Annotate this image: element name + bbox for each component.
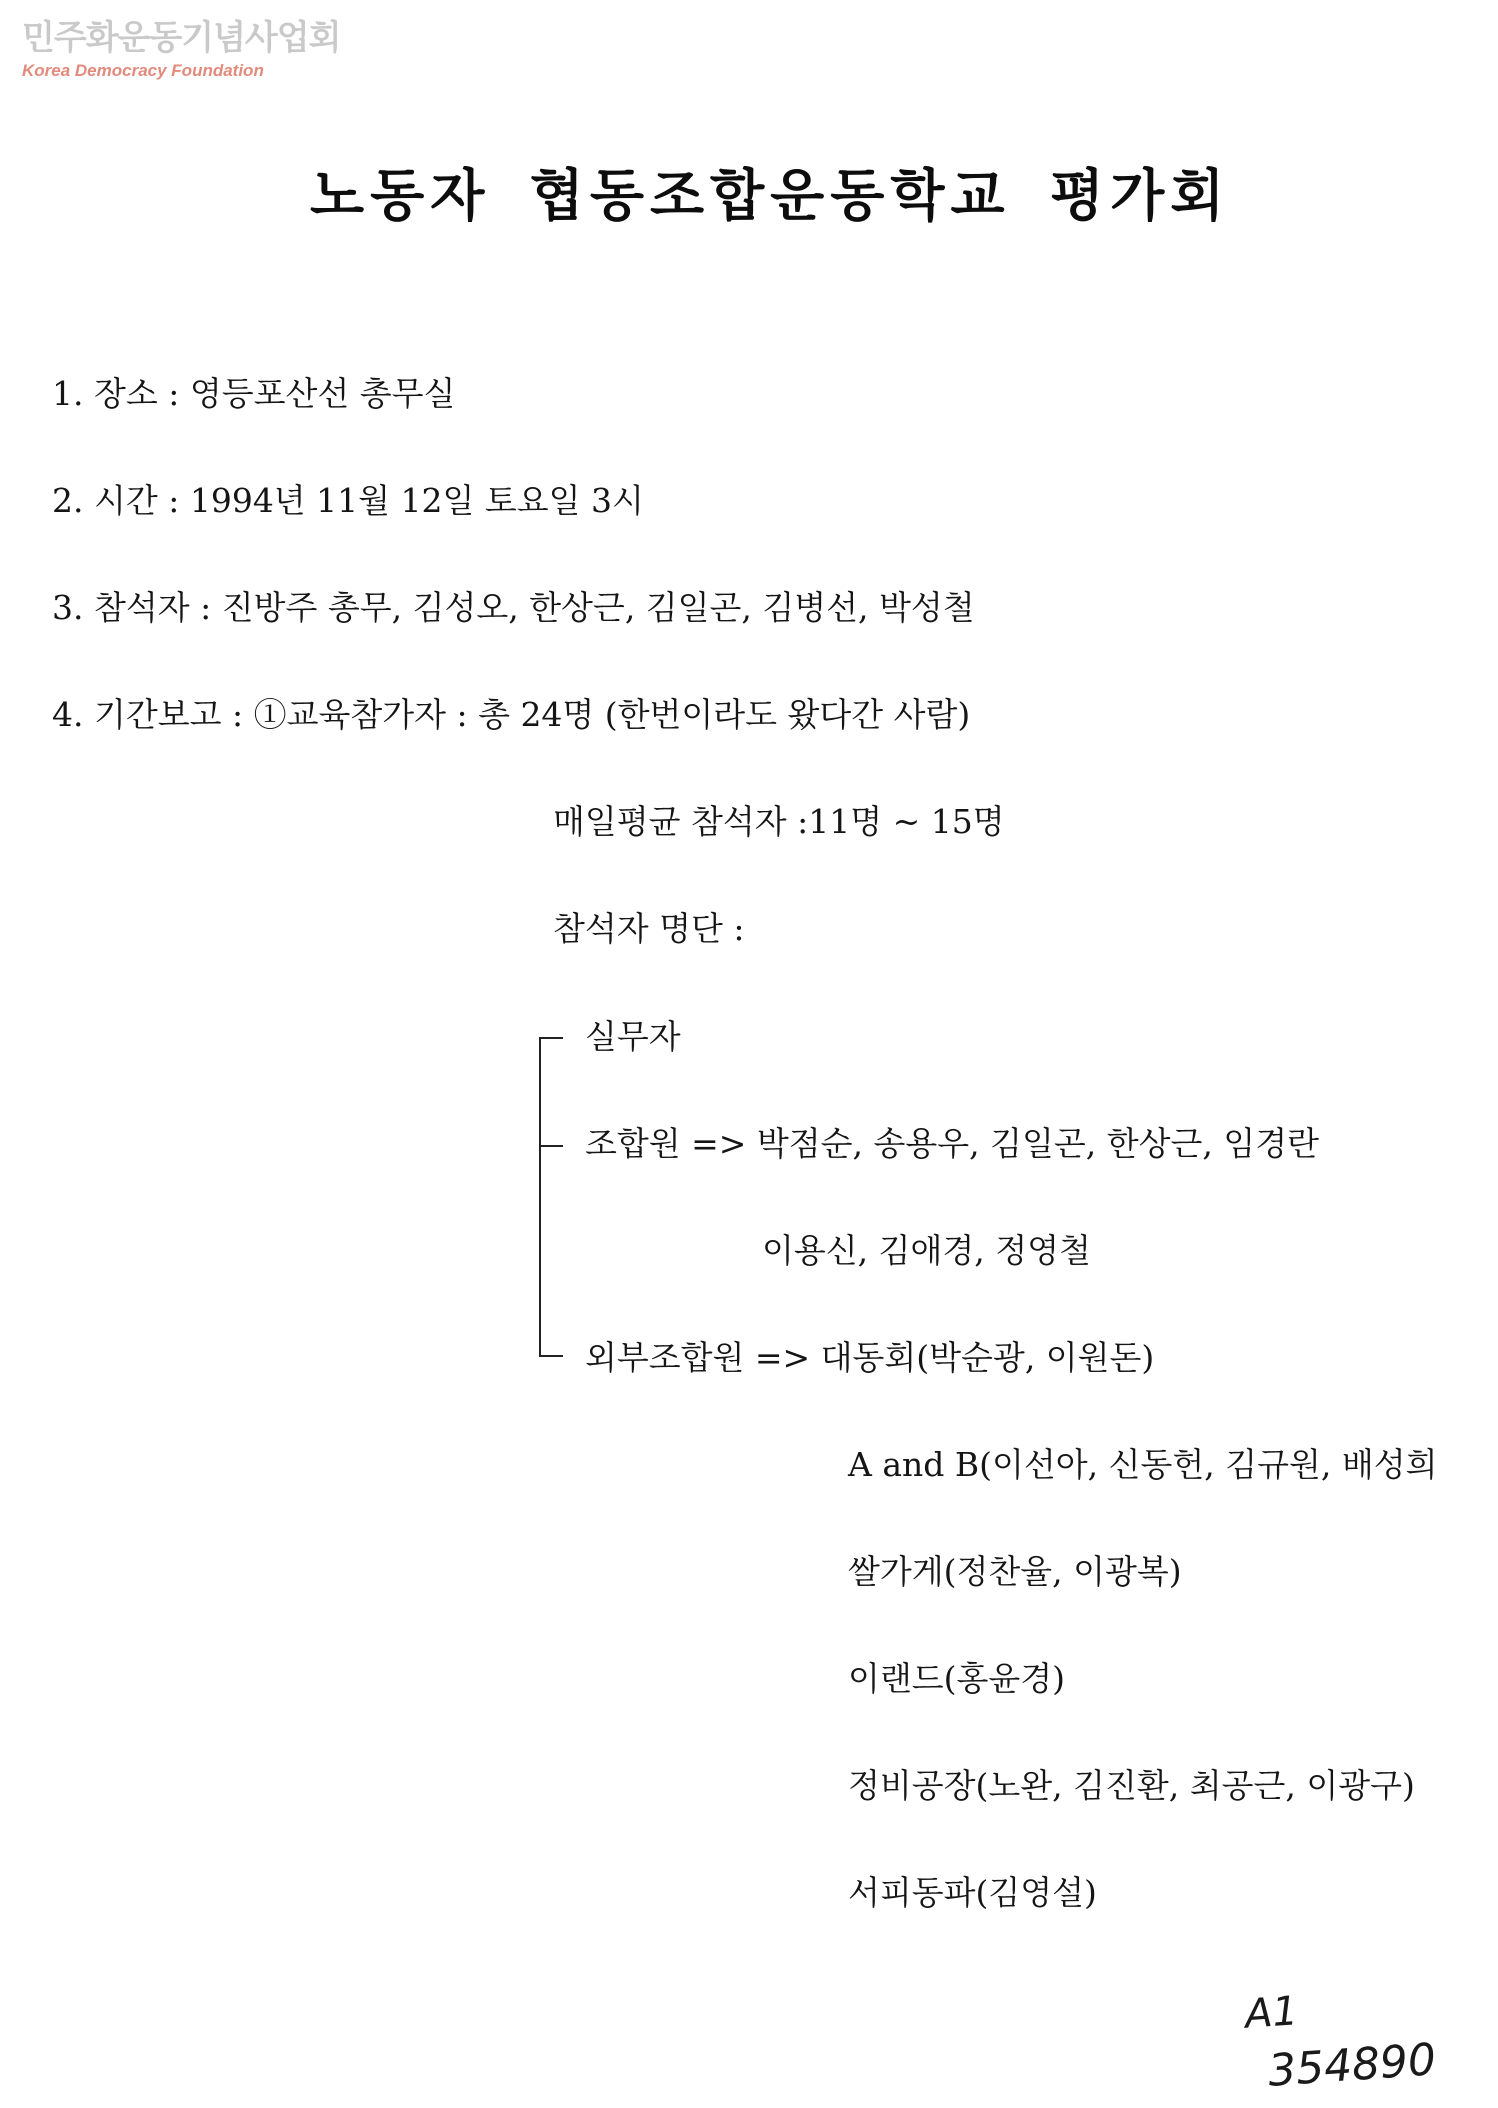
watermark-english: Korea Democracy Foundation [22,61,264,80]
watermark-logo [22,18,340,82]
watermark-korean: 민주화운동기념사업회 [22,18,341,58]
item-place: 1. 장소 : 영등포산선 총무실 [52,374,456,413]
external-group-item: 쌀가게(정찬율, 이광복) [848,1552,1182,1591]
bracket-tick-members [539,1145,563,1147]
roster-label: 참석자 명단 : [553,909,745,948]
bracket-tick-staff [539,1037,563,1039]
daily-average: 매일평균 참석자 :11명 ~ 15명 [553,802,1005,841]
item-attendees: 3. 참석자 : 진방주 총무, 김성오, 한상근, 김일곤, 김병선, 박성철 [52,588,975,627]
roster-staff: 실무자 [585,1017,681,1056]
external-group-item: A and B(이선아, 신동헌, 김규원, 배성희 [848,1445,1438,1484]
item-time: 2. 시간 : 1994년 11월 12일 토요일 3시 [52,481,644,520]
external-group-item: 정비공장(노완, 김진환, 최공근, 이광구) [848,1766,1415,1805]
handwritten-code-line1: A1 [1243,1988,1300,2038]
roster-members-line2: 이용신, 김애경, 정영철 [762,1231,1091,1270]
roster-members-line1: 조합원 => 박점순, 송용우, 김일곤, 한상근, 임경란 [585,1124,1320,1163]
document-title: 노동자 협동조합운동학교 평가회 [310,163,1231,229]
handwritten-code-line2: 354890 [1266,2034,1438,2097]
external-group-item: 이랜드(홍윤경) [848,1659,1066,1698]
bracket-tick-external [539,1355,563,1357]
external-group-item: 서피동파(김영설) [848,1873,1097,1912]
roster-bracket [539,1037,541,1355]
roster-external-line1: 외부조합원 => 대동회(박순광, 이원돈) [585,1338,1155,1377]
item-report: 4. 기간보고 : ①교육참가자 : 총 24명 (한번이라도 왔다간 사람) [52,695,971,734]
